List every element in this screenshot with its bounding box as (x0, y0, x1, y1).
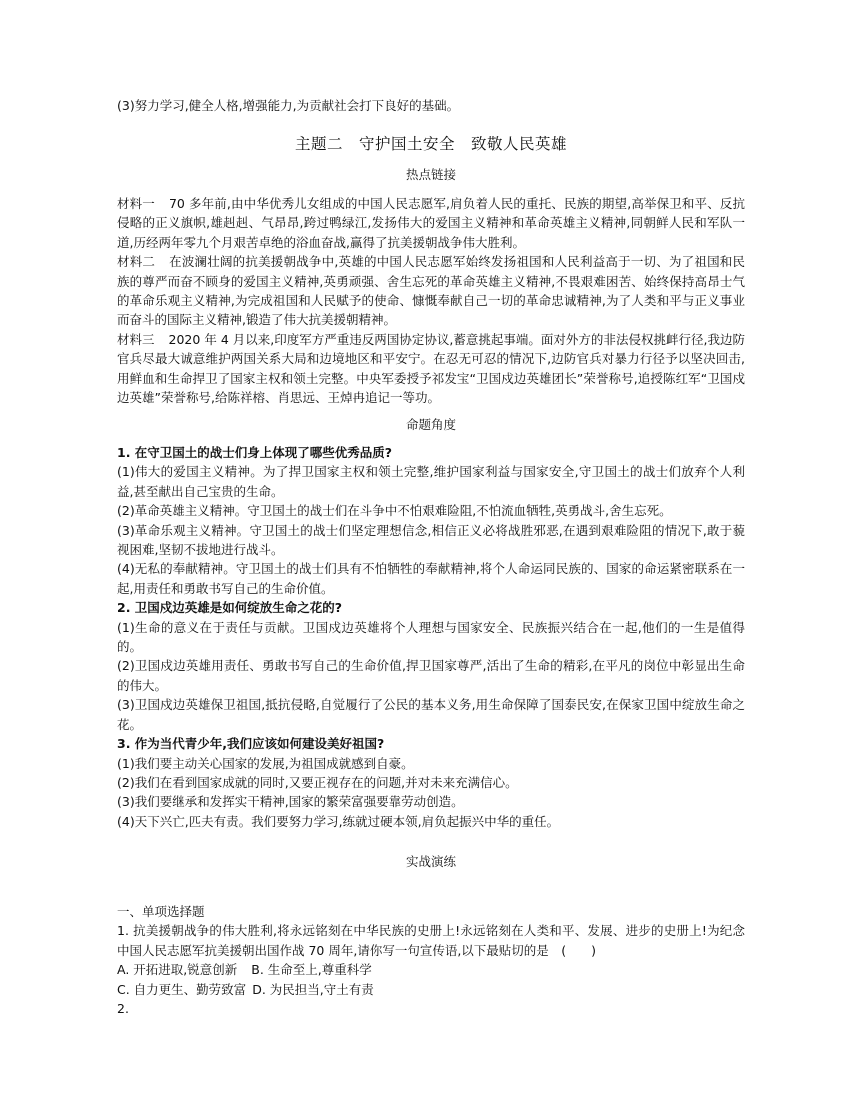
material-3 (117, 330, 745, 408)
material-label: 材料一 (117, 196, 155, 211)
answer-item: (1)伟大的爱国主义精神。为了捍卫国家主权和领土完整,维护国家利益与国家安全,守卫国土的战士们放弃个人利益,甚至献出自己宝贵的生命。 (117, 464, 745, 499)
option-c: C. 自力更生、勤劳致富 (117, 981, 247, 997)
question-title: 3. 作为当代青少年,我们应该如何建设美好祖国? (117, 736, 385, 752)
material-2 (117, 252, 745, 330)
material-1 (117, 194, 745, 252)
option-d: D. 为民担当,守土有责 (252, 981, 374, 997)
material-text: 70 多年前,由中华优秀儿女组成的中国人民志愿军,肩负着人民的重托、民族的期望,高举保卫和平、反抗侵略的正义旗帜,雄赳赳、气昂昂,跨过鸭绿江,发扬伟大的爱国主义精神和革命英雄主义精神,同朝鲜人民和军队一道,历经两年零九个月艰苦卓绝的浴血奋战,赢得了抗美援朝战争伟大胜利。 (117, 196, 745, 250)
answer-item: (2)我们在看到国家成就的同时,又要正视存在的问题,并对未来充满信心。 (117, 774, 518, 790)
material-label: 材料三 (117, 331, 155, 347)
questions-section (117, 443, 745, 831)
material-text: 在波澜壮阔的抗美援朝战争中,英雄的中国人民志愿军始终发扬祖国和人民利益高于一切、为了祖国和民族的尊严而奋不顾身的爱国主义精神,英勇顽强、舍生忘死的革命英雄主义精神,不畏艰难困苦、始终保持高昂士气的革命乐观主义精神,为完成祖国和人民赋予的使命、慷慨奉献自己一切的革命忠诚精神,为了人类和平与正义事业而奋斗的国际主义精神,锻造了伟大抗美援朝精神。 (117, 254, 745, 328)
options-row-1 (117, 960, 745, 979)
answer-item: (2)革命英雄主义精神。守卫国土的战士们在斗争中不怕艰难险阻,不怕流血牺牲,英勇战斗,舍生忘死。 (117, 503, 672, 519)
answer-item: (1)生命的意义在于责任与贡献。卫国戍边英雄将个人理想与国家安全、民族振兴结合在一起,他们的一生是值得的。 (117, 619, 745, 655)
question-angle-heading: 命题角度 (405, 417, 456, 432)
answer-item: (2)卫国戍边英雄用责任、勇敢书写自己的生命价值,捍卫国家尊严,活出了生命的精彩,在平凡的岗位中彰显出生命的伟大。 (117, 658, 745, 693)
question-2-number: 2. (117, 1001, 129, 1017)
practice-heading: 实战演练 (405, 854, 456, 869)
answer-item: (4)无私的奉献精神。守卫国土的战士们具有不怕牺牲的奉献精神,将个人命运同民族的、国家的命运紧密联系在一起,用责任和勇敢书写自己的生命价值。 (117, 561, 745, 596)
options-row-2 (117, 980, 745, 999)
answer-item: (3)我们要继承和发挥实干精神,国家的繁荣富强要靠劳动创造。 (117, 794, 464, 810)
material-text: 2020 年 4 月以来,印度军方严重违反两国协定协议,蓄意挑起事端。面对外方的非法侵权挑衅行径,我边防官兵尽最大诚意维护两国关系大局和边境地区和平安宁。在忍无可忍的情况下,边防官兵对暴力行径予以坚决回击,用鲜血和生命捍卫了国家主权和领土完整。中央军委授予祁发宝“卫国戍边英雄团长”荣誉称号,追授陈红军“卫国戍边英雄”荣誉称号,给陈祥榕、肖思远、王焯冉追记一等功。 (117, 331, 745, 406)
option-b: B. 生命至上,尊重科学 (251, 962, 372, 978)
exercise-section (117, 902, 745, 1018)
answer-item: (3)卫国戍边英雄保卫祖国,抵抗侵略,自觉履行了公民的基本义务,用生命保障了国泰民安,在保家卫国中绽放生命之花。 (117, 697, 745, 732)
answer-item: (1)我们要主动关心国家的发展,为祖国成就感到自豪。 (117, 755, 414, 771)
topic-title: 主题二 守护国土安全 致敬人民英雄 (294, 135, 567, 153)
option-a: A. 开拓进取,锐意创新 (117, 962, 238, 978)
material-label: 材料二 (117, 254, 156, 270)
intro-line: (3)努力学习,健全人格,增强能力,为贡献社会打下良好的基础。 (117, 98, 460, 113)
materials-section (117, 194, 745, 407)
question-title: 2. 卫国戍边英雄是如何绽放生命之花的? (117, 600, 343, 616)
question-1-stem: 1. 抗美援朝战争的伟大胜利,将永远铭刻在中华民族的史册上!永远铭刻在人类和平、发展、进步的史册上!为纪念中国人民志愿军抗美援朝出国作战 70 周年,请你写一句宣传语,以下最贴切的是 ( ) (117, 923, 745, 958)
section-title: 一、单项选择题 (117, 904, 205, 919)
question-title: 1. 在守卫国土的战士们身上体现了哪些优秀品质? (117, 445, 393, 460)
hot-topics-heading: 热点链接 (405, 167, 456, 182)
answer-item: (4)天下兴亡,匹夫有责。我们要努力学习,练就过硬本领,肩负起振兴中华的重任。 (117, 813, 560, 829)
answer-item: (3)革命乐观主义精神。守卫国土的战士们坚定理想信念,相信正义必将战胜邪恶,在遇到艰难险阻的情况下,敢于藐视困难,坚韧不拔地进行战斗。 (117, 522, 745, 558)
